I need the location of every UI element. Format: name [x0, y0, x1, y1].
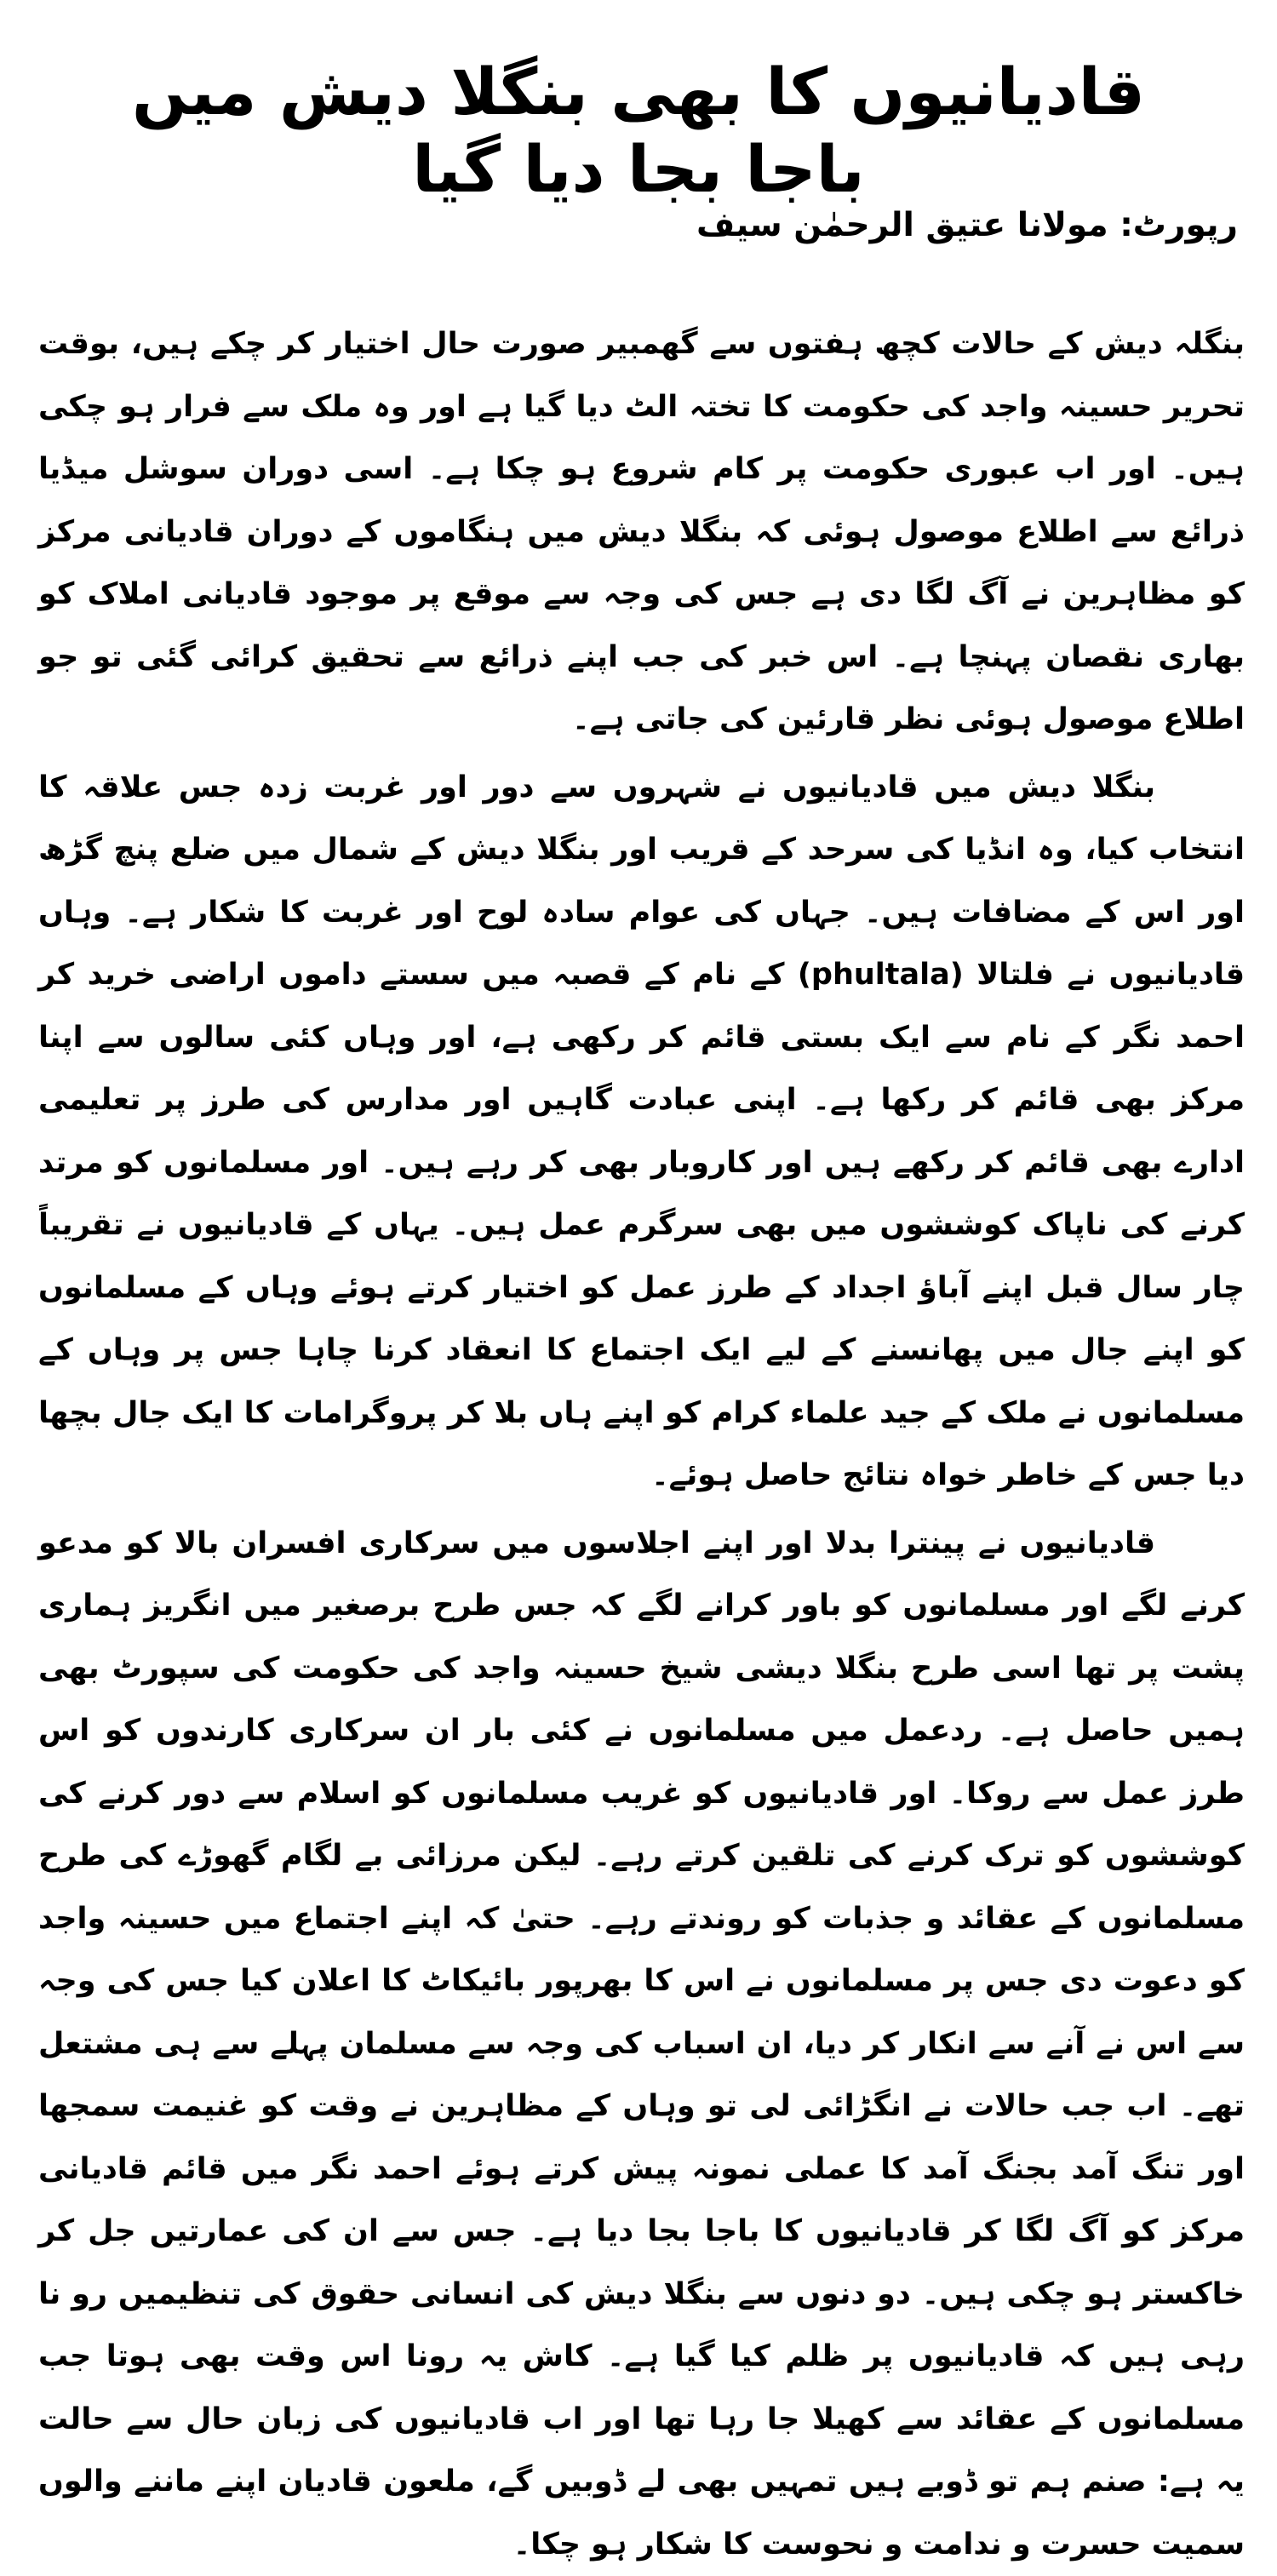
article-byline: رپورٹ: مولانا عتیق الرحمٰن سیف: [472, 206, 1238, 246]
article-body: [38, 313, 1245, 1941]
article-paragraph: بنگلہ دیش کے حالات کچھ ہفتوں سے گھمبیر صورت حال اختیار کر چکے ہیں، بوقت تحریر حسینہ واجد کی حکومت کا تختہ الٹ دیا گیا ہے اور وہ ملک سے فرار ہو چکی ہیں۔ اور اب عبوری حکومت پر کام شروع ہو چکا ہے۔ اسی دوران سوشل میڈیا ذرائع سے اطلاع موصول ہوئی کہ بنگلا دیش میں ہنگاموں کے دوران قادیانی مرکز کو مظاہرین نے آگ لگا دی ہے جس کی وجہ سے موقع پر موجود قادیانی املاک کو بھاری نقصان پہنچا ہے۔ اس خبر کی جب اپنے ذرائع سے تحقیق کرائی گئی تو جو اطلاع موصول ہوئی نظر قارئین کی جاتی ہے۔: [38, 313, 1245, 752]
article-paragraph: بنگلا دیش میں قادیانیوں نے شہروں سے دور اور غربت زدہ جس علاقہ کا انتخاب کیا، وہ انڈیا کی سرحد کے قریب اور بنگلا دیش کے شمال میں ضلع پنچ گڑھ اور اس کے مضافات ہیں۔ جہاں کی عوام سادہ لوح اور غربت کا شکار ہے۔ وہاں قادیانیوں نے فلتالا (phultala) کے نام کے قصبہ میں سستے داموں اراضی خرید کر احمد نگر کے نام سے ایک بستی قائم کر رکھی ہے، اور وہاں کئی سالوں سے اپنا مرکز بھی قائم کر رکھا ہے۔ اپنی عبادت گاہیں اور مدارس کی طرز پر تعلیمی ادارے بھی قائم کر رکھے ہیں اور کاروبار بھی کر رہے ہیں۔ اور مسلمانوں کو مرتد کرنے کی ناپاک کوششوں میں بھی سرگرم عمل ہیں۔ یہاں کے قادیانیوں نے تقریباً چار سال قبل اپنے آباؤ اجداد کے طرز عمل کو اختیار کرتے ہوئے وہاں کے مسلمانوں کو اپنے جال میں پھانسنے کے لیے ایک اجتماع کا انعقاد کرنا چاہا جس پر وہاں کے مسلمانوں نے ملک کے جید علماء کرام کو اپنے ہاں بلا کر پروگرامات کا ایک جال بچھا دیا جس کے خاطر خواہ نتائج حاصل ہوئے۔: [38, 757, 1245, 1508]
article-paragraph: قادیانیوں نے پینترا بدلا اور اپنے اجلاسوں میں سرکاری افسران بالا کو مدعو کرنے لگے اور مسلمانوں کو باور کرانے لگے کہ جس طرح برصغیر میں انگریز ہماری پشت پر تھا اسی طرح بنگلا دیشی شیخ حسینہ واجد کی حکومت کی سپورٹ بھی ہمیں حاصل ہے۔ ردعمل میں مسلمانوں نے کئی بار ان سرکاری کارندوں کو اس طرز عمل سے روکا۔ اور قادیانیوں کو غریب مسلمانوں کو اسلام سے دور کرنے کی کوششوں کو ترک کرنے کی تلقین کرتے رہے۔ لیکن مرزائی بے لگام گھوڑے کی طرح مسلمانوں کے عقائد و جذبات کو روندتے رہے۔ حتیٰ کہ اپنے اجتماع میں حسینہ واجد کو دعوت دی جس پر مسلمانوں نے اس کا بھرپور بائیکاٹ کا اعلان کیا جس کی وجہ سے اس نے آنے سے انکار کر دیا، ان اسباب کی وجہ سے مسلمان پہلے سے ہی مشتعل تھے۔ اب جب حالات نے انگڑائی لی تو وہاں کے مظاہرین نے وقت کو غنیمت سمجھا اور تنگ آمد بجنگ آمد کا عملی نمونہ پیش کرتے ہوئے احمد نگر میں قائم قادیانی مرکز کو آگ لگا کر قادیانیوں کا باجا بجا دیا ہے۔ جس سے ان کی عمارتیں جل کر خاکستر ہو چکی ہیں۔ دو دنوں سے بنگلا دیش کی انسانی حقوق کی تنظیمیں رو نا رہی ہیں کہ قادیانیوں پر ظلم کیا گیا ہے۔ کاش یہ رونا اس وقت بھی ہوتا جب مسلمانوں کے عقائد سے کھیلا جا رہا تھا اور اب قادیانیوں کی زبان حال سے حالت یہ ہے: صنم ہم تو ڈوبے ہیں تمہیں بھی لے ڈوبیں گے، ملعون قادیان اپنے ماننے والوں سمیت حسرت و ندامت و نحوست کا شکار ہو چکا۔: [38, 1513, 1245, 2576]
article-title: قادیانیوں کا بھی بنگلا دیش میں باجا بجا دیا گیا: [85, 53, 1192, 208]
